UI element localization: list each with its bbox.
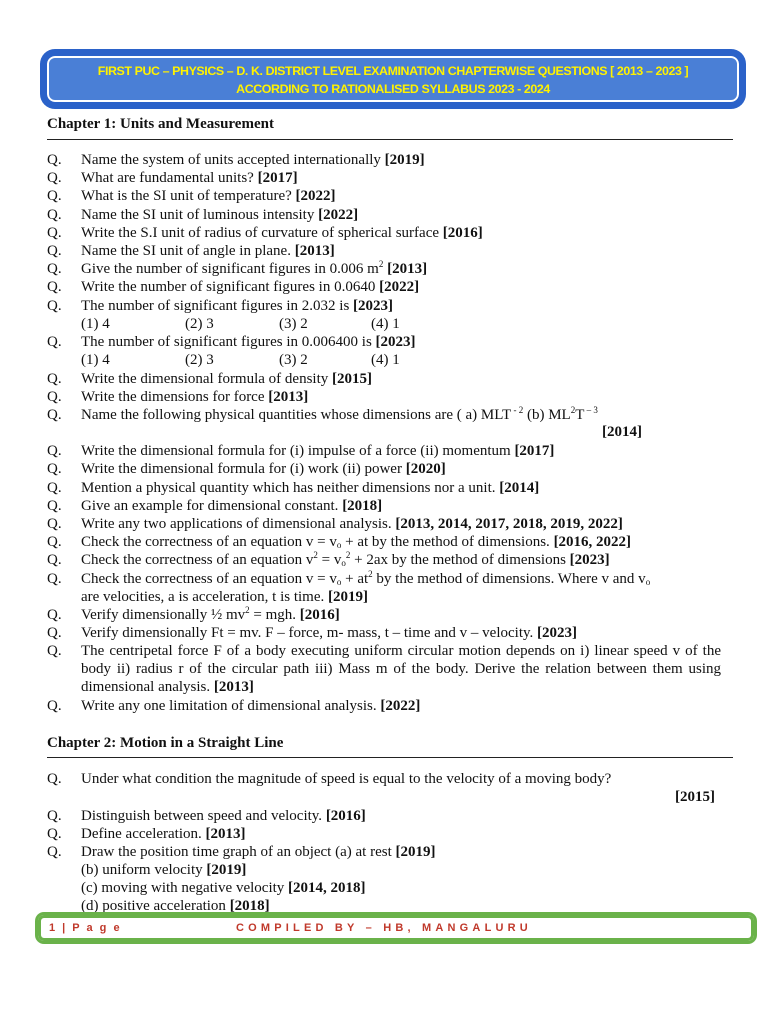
question-marker: Q.: [47, 152, 62, 168]
question-marker: Q.: [47, 625, 62, 641]
question-marker: Q.: [47, 771, 62, 787]
option-item: (2) 3: [185, 352, 214, 368]
header-title-line-1: FIRST PUC – PHYSICS – D. K. DISTRICT LEVEL EXAMINATION CHAPTERWISE QUESTIONS [ 2013 – 2023 ]: [97, 64, 689, 78]
question-marker: Q.: [47, 389, 62, 405]
exam-year: [2022]: [295, 188, 336, 204]
exam-year: [2023]: [569, 552, 610, 568]
exam-year: [2016]: [442, 225, 483, 241]
question-text: Draw the position time graph of an object (a) at rest: [81, 844, 396, 860]
exam-year: [2014, 2018]: [288, 880, 366, 896]
superscript: 2: [378, 259, 384, 269]
question-marker: Q.: [47, 844, 62, 860]
question-text: (d) positive acceleration: [81, 898, 230, 914]
question-marker: Q.: [47, 225, 62, 241]
superscript: 2: [368, 569, 373, 579]
document-header-banner: [43, 52, 743, 106]
question-text: Name the system of units accepted internationally: [81, 152, 385, 168]
chapter-2-divider: [47, 757, 733, 758]
question-text: Name the following physical quantities whose dimensions are ( a) MLT: [81, 407, 512, 423]
question-text: are velocities, a is acceleration, t is time.: [81, 589, 328, 605]
question-text: Define acceleration.: [81, 826, 206, 842]
question-subpart: [81, 897, 721, 915]
exam-year: [2014]: [602, 424, 642, 440]
exam-year: [2015]: [332, 371, 373, 387]
exam-year: [2016, 2022]: [553, 534, 632, 550]
exam-year: [2023]: [353, 298, 394, 314]
question-text: + at: [341, 571, 369, 587]
exam-year: [2020]: [405, 461, 446, 477]
question-text: What is the SI unit of temperature?: [81, 188, 296, 204]
question-text: Write the dimensional formula for (i) impulse of a force (ii) momentum: [81, 443, 515, 459]
exam-year: [2019]: [395, 844, 436, 860]
question-marker: Q.: [47, 698, 62, 714]
superscript: 2: [245, 605, 250, 615]
question-marker: Q.: [47, 407, 62, 423]
compiled-by-credit: COMPILED BY – HB, MANGALURU: [236, 922, 532, 934]
question-text: (b) ML: [523, 407, 571, 423]
subscript: o: [341, 558, 346, 568]
page-footer: [38, 915, 754, 941]
exam-year: [2023]: [537, 625, 578, 641]
exam-year: [2016]: [299, 607, 340, 623]
question-continuation: [81, 588, 721, 606]
subscript: o: [336, 577, 342, 587]
question-text: Give the number of significant figures in 0.006 m: [81, 261, 379, 277]
chapter-1-divider: [47, 139, 733, 140]
option-item: (1) 4: [81, 316, 110, 332]
option-item: (3) 2: [279, 316, 308, 332]
question-marker: Q.: [47, 170, 62, 186]
chapter-2-heading: Chapter 2: Motion in a Straight Line: [47, 735, 284, 751]
question-marker: Q.: [47, 261, 62, 277]
question-text: Name the SI unit of angle in plane.: [81, 243, 295, 259]
question-text: + 2ax by the method of dimensions: [350, 552, 570, 568]
exam-year: [2017]: [257, 170, 298, 186]
exam-year: [2018]: [229, 898, 270, 914]
question-marker: Q.: [47, 334, 62, 350]
question-marker: Q.: [47, 826, 62, 842]
question-marker: Q.: [47, 207, 62, 223]
question-marker: Q.: [47, 480, 62, 496]
exam-year: [2013, 2014, 2017, 2018, 2019, 2022]: [395, 516, 623, 532]
exam-year: [2019]: [384, 152, 425, 168]
exam-year: [2013]: [205, 826, 246, 842]
question-text: + at by the method of dimensions.: [341, 534, 554, 550]
question-text: = v: [317, 552, 342, 568]
exam-year: [2019]: [327, 589, 368, 605]
subscript: o: [336, 540, 342, 550]
superscript: - 2: [511, 405, 524, 415]
question-marker: Q.: [47, 571, 62, 587]
exam-year: [2022]: [318, 207, 359, 223]
question-text: Check the correctness of an equation v = v: [81, 571, 337, 587]
exam-year: [2016]: [325, 808, 366, 824]
exam-year: [2022]: [380, 698, 421, 714]
superscript: 2: [345, 550, 351, 560]
question-text: Write the number of significant figures in 0.0640: [81, 279, 380, 295]
question-text: T: [575, 407, 585, 423]
question-marker: Q.: [47, 443, 62, 459]
header-title-line-2: ACCORDING TO RATIONALISED SYLLABUS 2023 - 2024: [236, 82, 550, 96]
question-text: (b) uniform velocity: [81, 862, 207, 878]
question-text: Write the dimensional formula of density: [81, 371, 333, 387]
question-marker: Q.: [47, 808, 62, 824]
question-text: Give an example for dimensional constant.: [81, 498, 343, 514]
exam-year: [2019]: [206, 862, 247, 878]
question-text: Check the correctness of an equation v: [81, 552, 314, 568]
exam-year: [2015]: [675, 789, 715, 805]
question-marker: Q.: [47, 552, 62, 568]
superscript: – 3: [584, 405, 598, 415]
question-text: Verify dimensionally ½ mv: [81, 607, 246, 623]
question-marker: Q.: [47, 371, 62, 387]
question-marker: Q.: [47, 188, 62, 204]
exam-year: [2018]: [342, 498, 383, 514]
exam-year: [2013]: [213, 679, 254, 695]
exam-year: [2013]: [294, 243, 335, 259]
question-text: by the method of dimensions. Where v and v: [372, 571, 646, 587]
question-marker: Q.: [47, 643, 62, 659]
superscript: 2: [570, 405, 576, 415]
question-text: Name the SI unit of luminous intensity: [81, 207, 319, 223]
question-text: Write the S.I unit of radius of curvature of spherical surface: [81, 225, 443, 241]
question-marker: Q.: [47, 516, 62, 532]
option-item: (4) 1: [371, 352, 400, 368]
question-subpart: [81, 861, 721, 879]
question-marker: Q.: [47, 461, 62, 477]
question-marker: Q.: [47, 498, 62, 514]
chapter-1-heading: Chapter 1: Units and Measurement: [47, 116, 274, 132]
question-subpart: [81, 879, 721, 897]
question-text: Write the dimensions for force: [81, 389, 269, 405]
exam-year: [2023]: [375, 334, 416, 350]
question-text: Verify dimensionally Ft = mv. F – force, m- mass, t – time and v – velocity.: [81, 625, 538, 641]
question-text: Mention a physical quantity which has neither dimensions nor a unit.: [81, 480, 500, 496]
superscript: 2: [313, 550, 318, 560]
option-item: (1) 4: [81, 352, 110, 368]
option-item: (3) 2: [279, 352, 308, 368]
question-text: The centripetal force F of a body executing uniform circular motion depends on i) linear speed v of the body ii) radius r of the circular path iii) Mass m of the body. Derive the relation between them using dimensional analysis.: [81, 643, 721, 695]
question-text: (c) moving with negative velocity: [81, 880, 289, 896]
exam-year: [2013]: [268, 389, 309, 405]
question-text: Distinguish between speed and velocity.: [81, 808, 326, 824]
question-text: What are fundamental units?: [81, 170, 258, 186]
question-text: Check the correctness of an equation v = v: [81, 534, 337, 550]
question-text: The number of significant figures in 2.032 is: [81, 298, 354, 314]
exam-year: [2014]: [499, 480, 540, 496]
option-item: (4) 1: [371, 316, 400, 332]
question-marker: Q.: [47, 607, 62, 623]
exam-year: [2022]: [379, 279, 420, 295]
exam-year: [2017]: [514, 443, 555, 459]
option-item: (2) 3: [185, 316, 214, 332]
question-marker: Q.: [47, 298, 62, 314]
question-text: = mgh.: [249, 607, 300, 623]
question-text: Under what condition the magnitude of speed is equal to the velocity of a moving body?: [81, 771, 612, 787]
exam-year: [2013]: [383, 261, 428, 277]
subscript: o: [645, 577, 651, 587]
question-marker: Q.: [47, 534, 62, 550]
question-text: Write the dimensional formula for (i) work (ii) power: [81, 461, 406, 477]
question-text: Write any one limitation of dimensional analysis.: [81, 698, 381, 714]
question-marker: Q.: [47, 243, 62, 259]
question-marker: Q.: [47, 279, 62, 295]
question-text: The number of significant figures in 0.006400 is: [81, 334, 376, 350]
question-text: Write any two applications of dimensional analysis.: [81, 516, 396, 532]
page-number: 1 | P a g e: [49, 922, 122, 934]
